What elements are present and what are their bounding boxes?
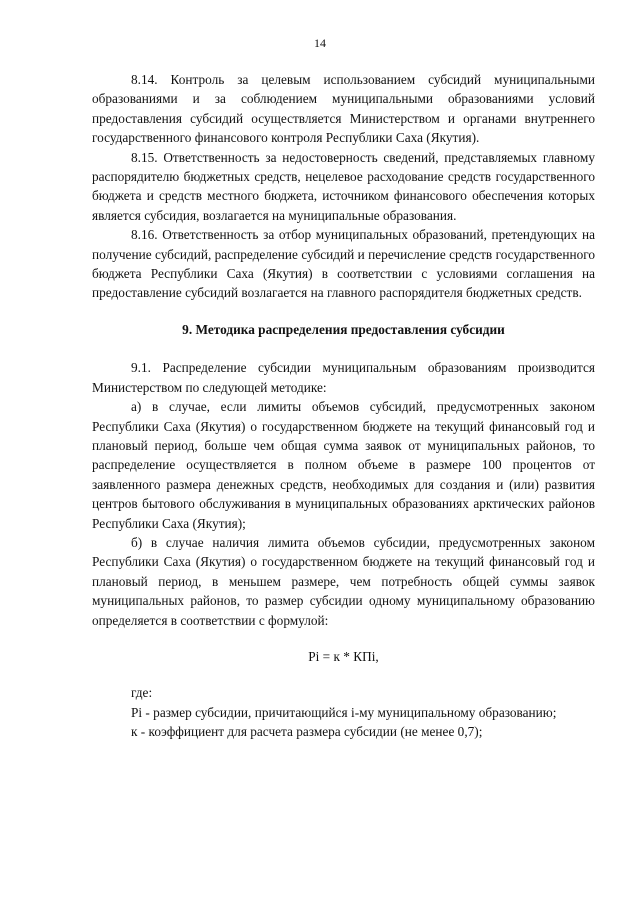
section-heading: 9. Методика распределения предоставления субсидии <box>182 321 505 337</box>
definition-where: где: <box>131 685 153 701</box>
paragraph-9-1-b: б) в случае наличия лимита объемов субсидии, предусмотренных законом Республики Саха (Якутия) о государственном бюджете на текущий финансовый год и плановый период, в меньшем размере, чем потребность общей суммы заявок муниципальных районов, то размер субсидии одному муниципальному образованию определяется в соответствии с формулой: <box>92 534 595 628</box>
paragraph-8-16: 8.16. Ответственность за отбор муниципальных образований, претендующих на получение субсидий, распределение субсидий и перечисление средств государственного бюджета Республики Саха (Якутия) в соответствии с условиями соглашения на предоставление субсидий возлагается на главного распорядителя бюджетных средств. <box>92 227 595 301</box>
paragraph-9-1-a: а) в случае, если лимиты объемов субсидий, предусмотренных законом Республики Саха (Якутия) о государственном бюджете на текущий финансовый год и плановый период, больше чем общая сумма заявок от муниципальных районов, то распределение осуществляется в полном объеме в размере 100 процентов от заявленного размера денежных средств, необходимых для создания и (или) развития центров бытового обслуживания в муниципальных образованиях арктических районов Республики Саха (Якутия); <box>92 399 595 531</box>
document-body <box>92 70 595 742</box>
definition-pi: Pi - размер субсидии, причитающийся i-му муниципальному образованию; <box>131 704 557 720</box>
definition-k: к - коэффициент для расчета размера субсидии (не менее 0,7); <box>131 724 483 740</box>
page-number: 14 <box>314 36 326 50</box>
paragraph-8-14: 8.14. Контроль за целевым использованием субсидий муниципальными образованиями и за соблюдением муниципальными образованиями условий предоставления субсидий осуществляется Министерством и органами внутреннего государственного финансового контроля Республики Саха (Якутия). <box>92 72 595 146</box>
paragraph-8-15: 8.15. Ответственность за недостоверность сведений, представляемых главному распорядителю бюджетных средств, нецелевое расходование средств государственного бюджета и средств местного бюджета, источником финансового обеспечения которых является субсидия, возлагается на муниципальные образования. <box>92 149 595 223</box>
formula: Pi = к * КПi, <box>308 648 379 664</box>
paragraph-9-1: 9.1. Распределение субсидии муниципальным образованиям производится Министерством по следующей методике: <box>92 360 595 395</box>
